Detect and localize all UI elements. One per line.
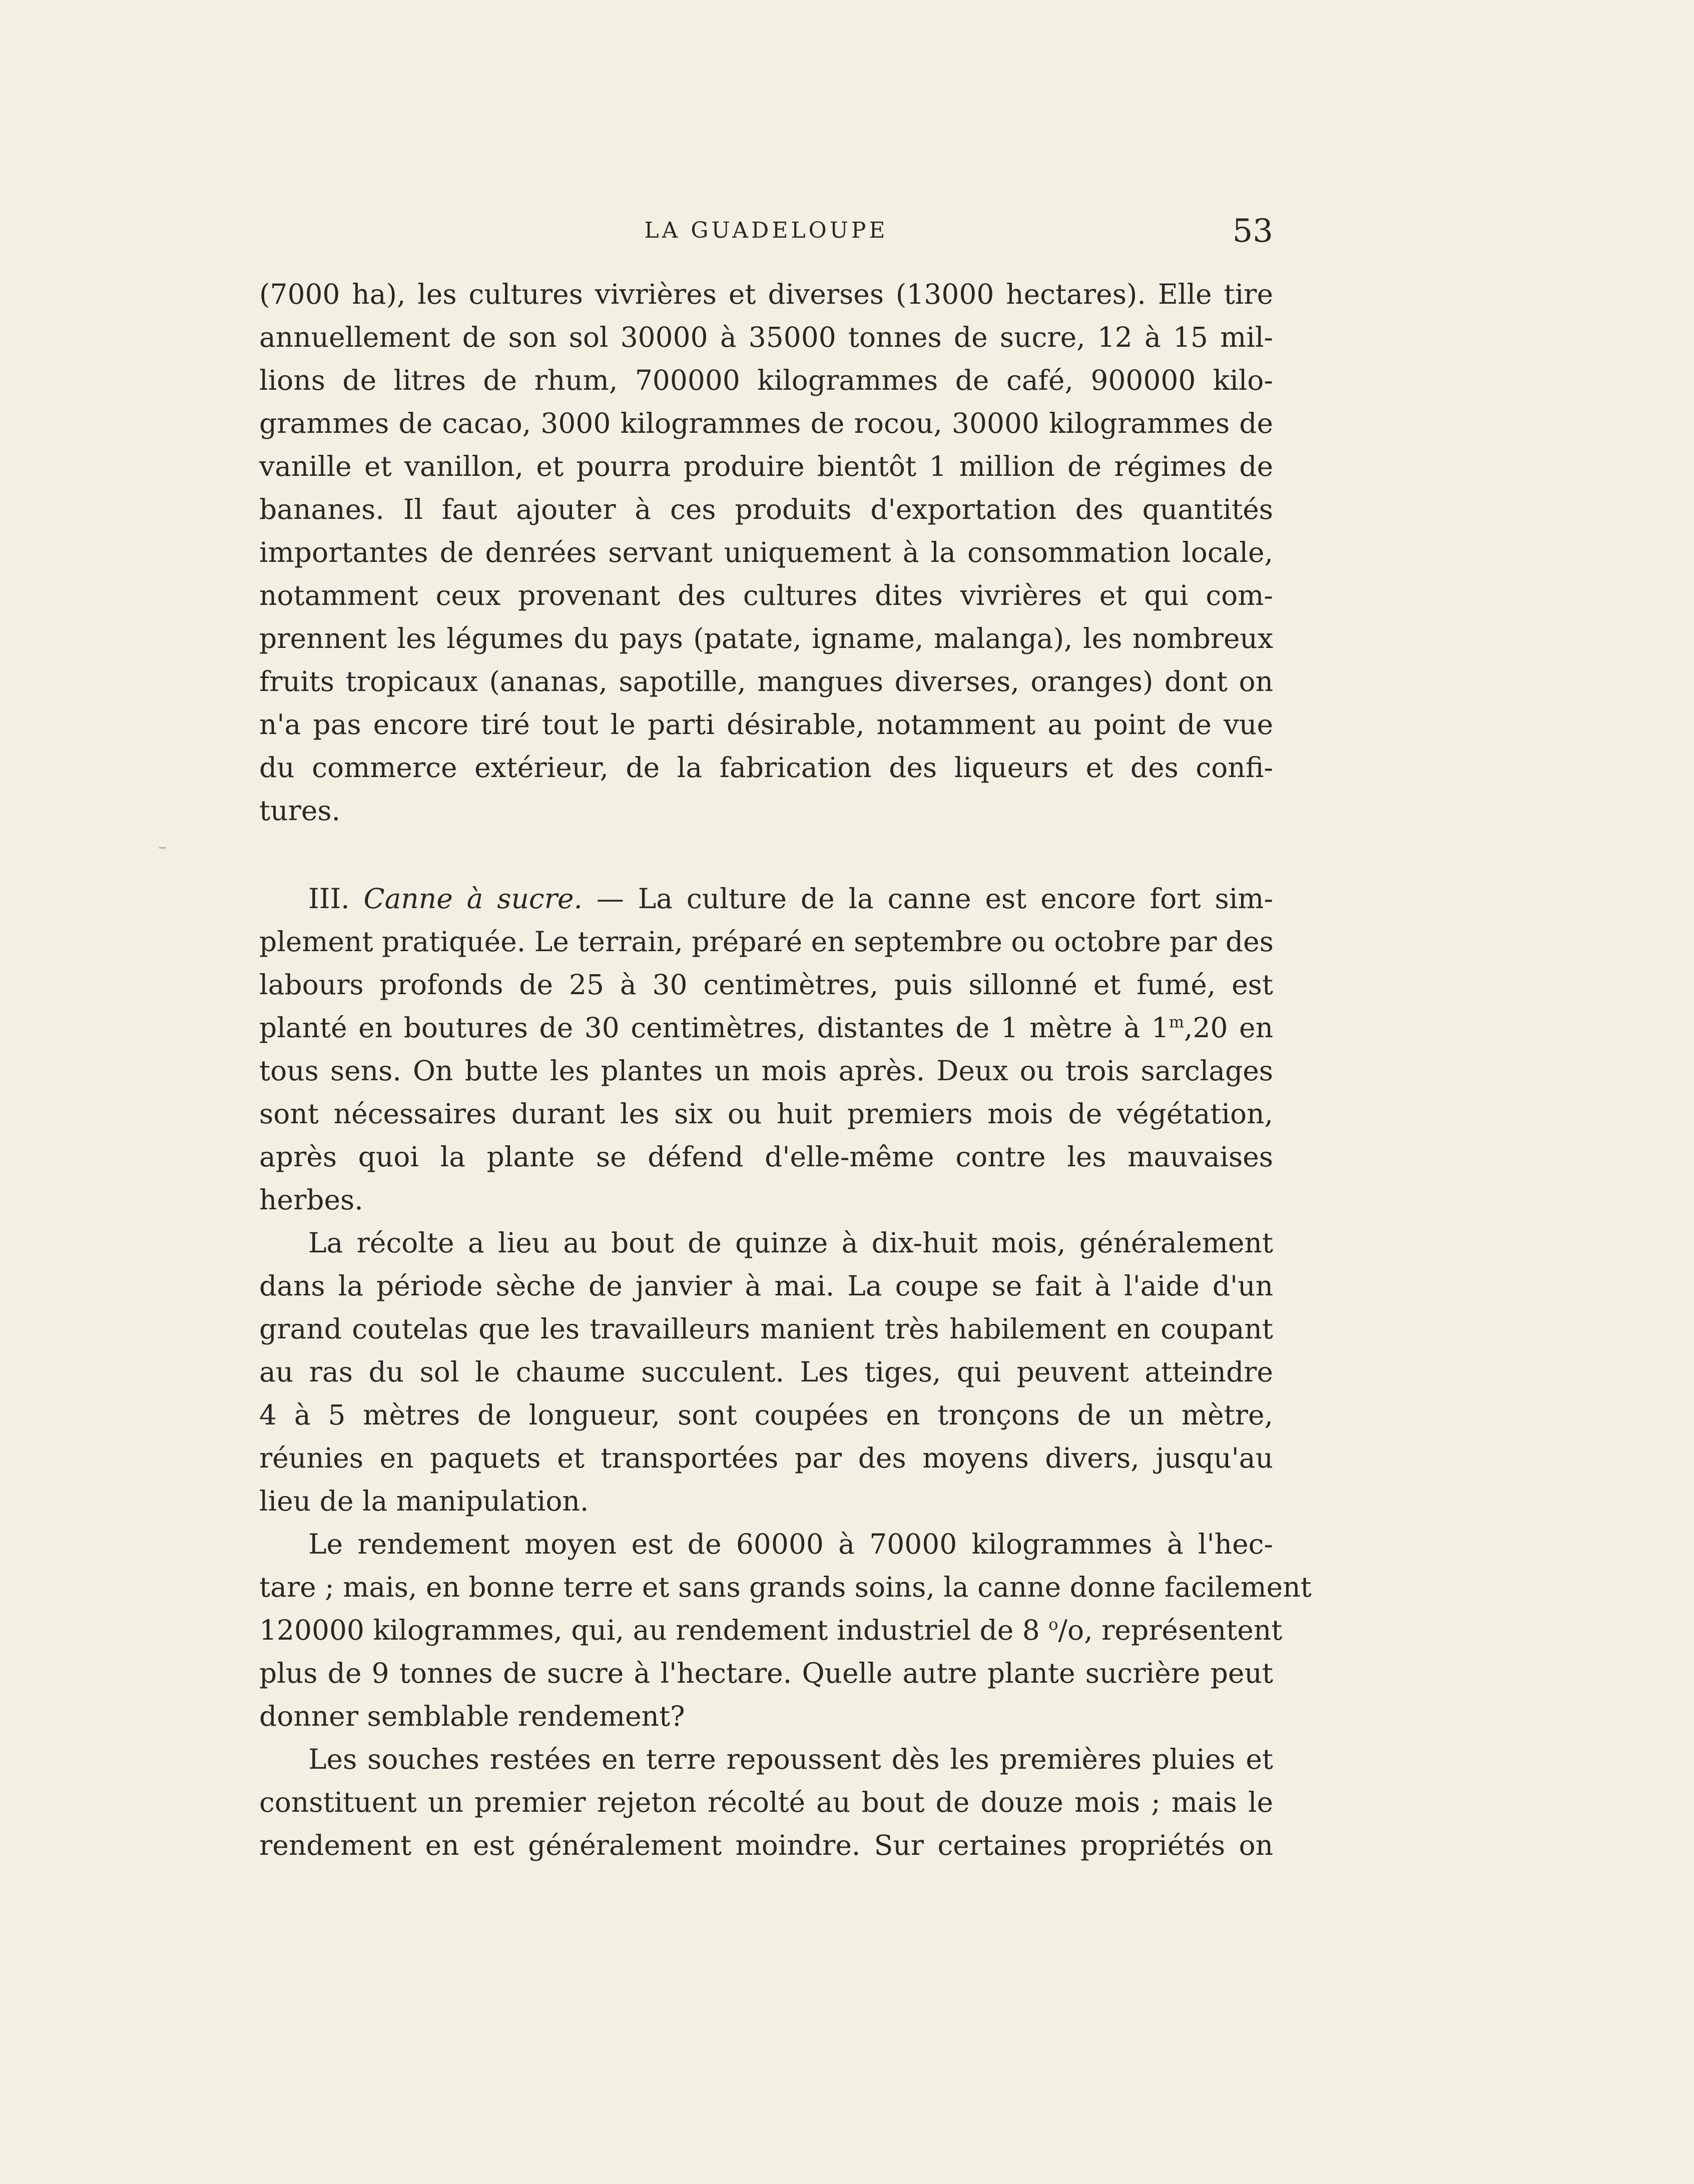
- text-line: réunies en paquets et transportées par des moyens divers, jusqu'au: [259, 1442, 1273, 1474]
- section-heading-line: [259, 877, 1273, 920]
- text-line: [259, 1609, 1283, 1652]
- text-line: herbes.: [259, 1184, 363, 1216]
- margin-mark: [159, 847, 166, 849]
- text-run: /o, représentent: [1058, 1614, 1283, 1646]
- text-line: lions de litres de rhum, 700000 kilogrammes de café, 900000 kilo-: [259, 364, 1273, 396]
- superscript: m: [1169, 1012, 1185, 1032]
- text-line: tous sens. On butte les plantes un mois après. Deux ou trois sarclages: [259, 1055, 1273, 1087]
- text-line: prennent les légumes du pays (patate, igname, malanga), les nombreux: [259, 622, 1273, 654]
- text-line: annuellement de son sol 30000 à 35000 tonnes de sucre, 12 à 15 mil-: [259, 321, 1273, 353]
- text-line: tures.: [259, 795, 341, 827]
- section-title: Canne à sucre.: [363, 883, 583, 915]
- superscript: o: [1048, 1615, 1058, 1634]
- text-line: La récolte a lieu au bout de quinze à dix-huit mois, généralement: [308, 1227, 1273, 1259]
- text-line: vanille et vanillon, et pourra produire bientôt 1 million de régimes de: [259, 450, 1273, 482]
- text-line: n'a pas encore tiré tout le parti désirable, notamment au point de vue: [259, 708, 1273, 741]
- text-line: sont nécessaires durant les six ou huit premiers mois de végétation,: [259, 1098, 1273, 1130]
- text-line: dans la période sèche de janvier à mai. La coupe se fait à l'aide d'un: [259, 1270, 1273, 1302]
- text-line: donner semblable rendement?: [259, 1700, 685, 1732]
- running-head: [259, 213, 1273, 250]
- text-line: bananes. Il faut ajouter à ces produits d'exportation des quantités: [259, 493, 1273, 525]
- text-run: ,20 en: [1184, 1012, 1273, 1044]
- running-title: LA GUADELOUPE: [644, 218, 888, 243]
- text-line: Le rendement moyen est de 60000 à 70000 kilogrammes à l'hec-: [308, 1528, 1273, 1560]
- text-line: constituent un premier rejeton récolté au bout de douze mois ; mais le: [259, 1786, 1273, 1818]
- text-line: notamment ceux provenant des cultures dites vivrières et qui com-: [259, 579, 1273, 611]
- text-line: rendement en est généralement moindre. Sur certaines propriétés on: [259, 1829, 1273, 1861]
- text-line: après quoi la plante se défend d'elle-même contre les mauvaises: [259, 1141, 1273, 1173]
- text-line: au ras du sol le chaume succulent. Les tiges, qui peuvent atteindre: [259, 1356, 1273, 1388]
- text-line: grand coutelas que les travailleurs manient très habilement en coupant: [259, 1313, 1273, 1345]
- text-line: plus de 9 tonnes de sucre à l'hectare. Quelle autre plante sucrière peut: [259, 1657, 1273, 1689]
- text-run: 120000 kilogrammes, qui, au rendement industriel de 8: [259, 1614, 1049, 1646]
- text-line: lieu de la manipulation.: [259, 1485, 589, 1517]
- text-line: plement pratiquée. Le terrain, préparé en septembre ou octobre par des: [259, 926, 1274, 958]
- page-number: 53: [1232, 213, 1273, 250]
- text-line: importantes de denrées servant uniquement à la consommation locale,: [259, 536, 1273, 568]
- section-number: III.: [308, 883, 350, 915]
- paragraph-gap: [259, 832, 1273, 877]
- text-run: — La culture de la canne est encore fort sim-: [596, 883, 1274, 915]
- text-run: planté en boutures de 30 centimètres, distantes de 1 mètre à 1: [259, 1012, 1169, 1044]
- text-line: labours profonds de 25 à 30 centimètres, puis sillonné et fumé, est: [259, 969, 1273, 1001]
- body-text: [259, 273, 1312, 1867]
- text-line: 4 à 5 mètres de longueur, sont coupées en tronçons de un mètre,: [259, 1399, 1273, 1431]
- text-line: (7000 ha), les cultures vivrières et diverses (13000 hectares). Elle tire: [259, 278, 1273, 310]
- text-line: grammes de cacao, 3000 kilogrammes de rocou, 30000 kilogrammes de: [259, 407, 1273, 439]
- text-line: fruits tropicaux (ananas, sapotille, mangues diverses, oranges) dont on: [259, 665, 1273, 697]
- text-line: [259, 1006, 1273, 1049]
- text-line: du commerce extérieur, de la fabrication des liqueurs et des confi-: [259, 752, 1273, 784]
- text-line: tare ; mais, en bonne terre et sans grands soins, la canne donne facilement: [259, 1571, 1312, 1603]
- text-line: Les souches restées en terre repoussent dès les premières pluies et: [308, 1743, 1273, 1775]
